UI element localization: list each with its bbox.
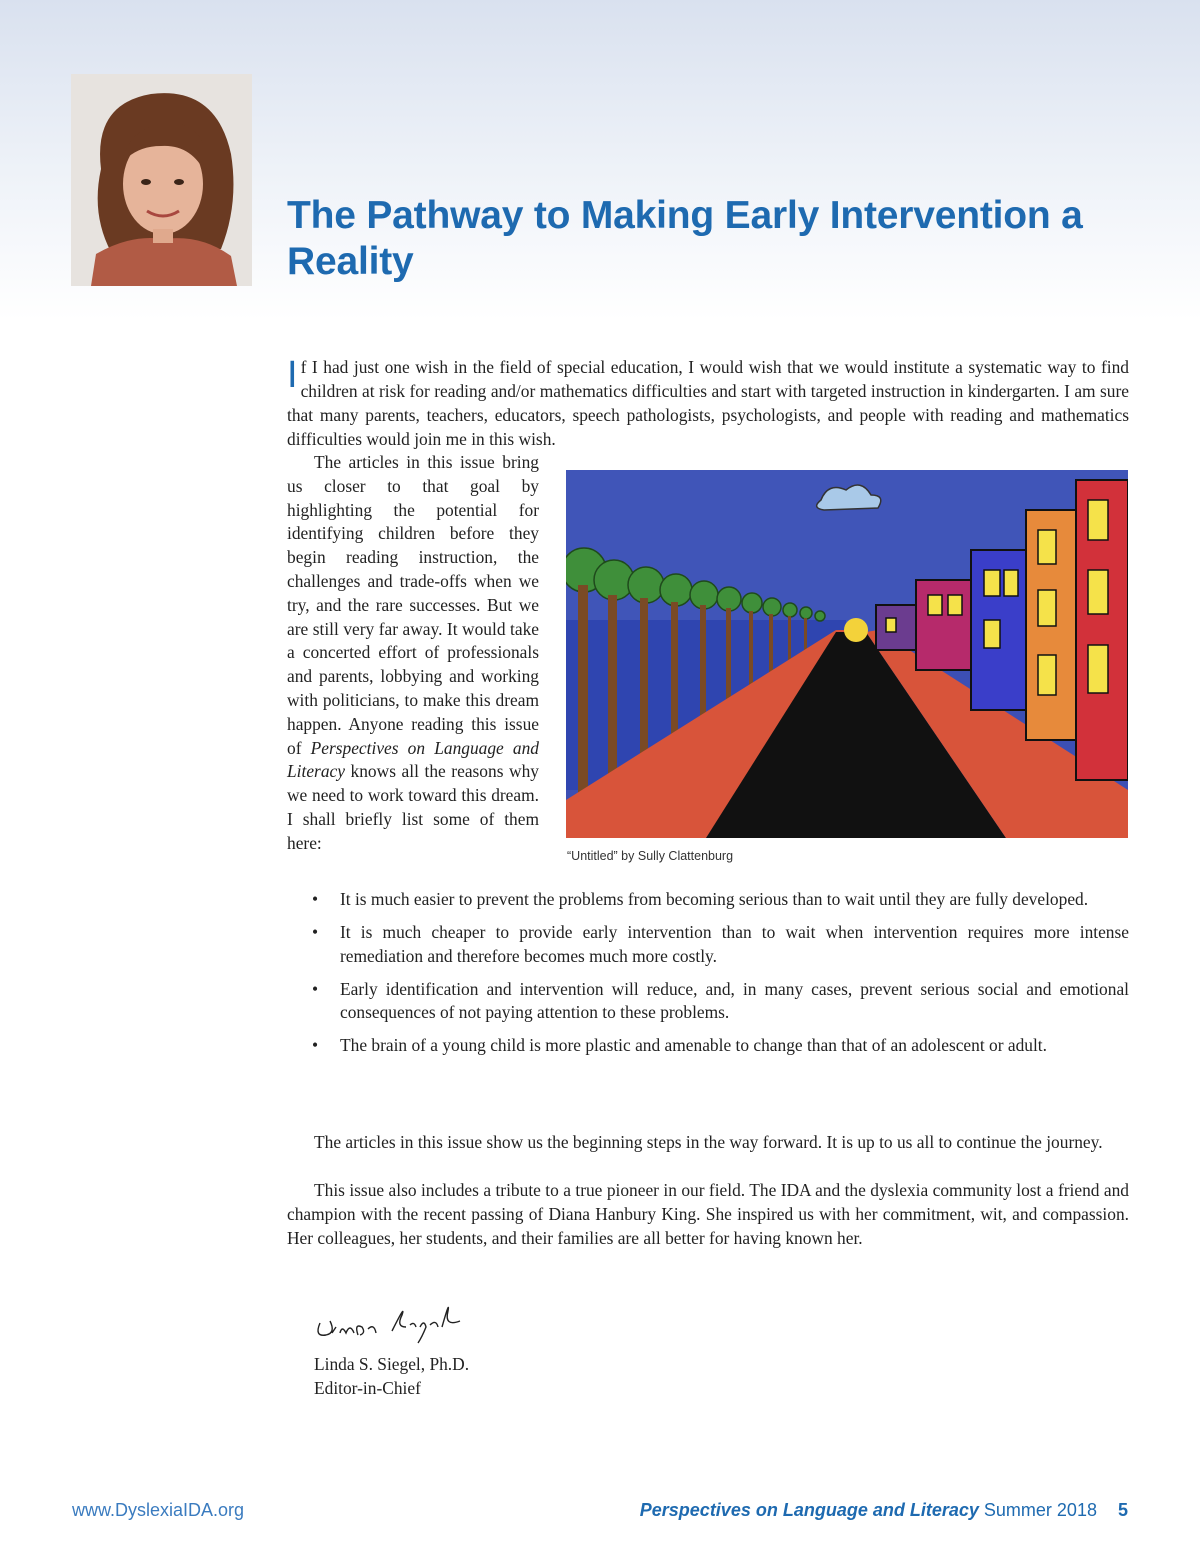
- list-item: • It is much easier to prevent the problems from becoming serious than to wait until they are fully developed.: [312, 888, 1129, 912]
- column-text-start: The articles in this issue bring us closer to that goal by highlighting the potential for identifying children before they begin reading instruction, the challenges and trade-offs when we try, and the rare successes. But we are still very far away. It would take a concerted effort of professionals and parents, lobbying and working with politicians, to make this dream happen. Anyone reading this issue of: [287, 452, 539, 758]
- page-number: 5: [1117, 1500, 1128, 1520]
- publication-title-italic: Perspectives on Language and Literacy: [287, 737, 539, 782]
- column-text-end: knows all the reasons why we need to work toward this dream. I shall briefly list some of them here:: [287, 761, 539, 853]
- article-title: The Pathway to Making Early Intervention a Reality: [287, 194, 1083, 283]
- list-item: • It is much cheaper to provide early intervention than to wait when intervention requires more intense remediation and therefore becomes much more costly.: [312, 921, 1129, 968]
- painting-image: [566, 470, 1128, 838]
- list-item: • Early identification and intervention will reduce, and, in many cases, prevent serious social and emotional consequences of not paying attention to these problems.: [312, 978, 1129, 1025]
- column-paragraph: [287, 451, 539, 856]
- closing-paragraph-2: This issue also includes a tribute to a true pioneer in our field. The IDA and the dyslexia community lost a friend and champion with the recent passing of Diana Hanbury King. She inspired us with her commitment, wit, and compassion. Her colleagues, her students, and their families are all better for having known her.: [287, 1180, 1129, 1248]
- footer-website-link[interactable]: www.DyslexiaIDA.org: [72, 1500, 245, 1520]
- intro-paragraph: [287, 355, 1129, 451]
- handwritten-signature: [310, 1293, 470, 1345]
- footer-publication-name: Perspectives on Language and Literacy: [639, 1500, 979, 1520]
- footer-publication-info: [640, 1500, 1128, 1521]
- intro-text: f I had just one wish in the field of special education, I would wish that we would institute a systematic way to find children at risk for reading and/or mathematics difficulties and start with targeted instruction in kindergarten. I am sure that many parents, teachers, educators, speech pathologists, psychologists, and people with reading and mathematics difficulties would join me in this wish.: [287, 357, 1129, 449]
- painting-caption: “Untitled” by Sully Clattenburg: [567, 849, 734, 863]
- closing-paragraph-1: The articles in this issue show us the beginning steps in the way forward. It is up to us all to continue the journey.: [314, 1132, 1103, 1152]
- author-role: Editor-in-Chief: [314, 1378, 421, 1398]
- reasons-list: [312, 888, 1129, 1067]
- drop-cap: I: [287, 354, 298, 396]
- footer-issue: Summer 2018: [983, 1500, 1097, 1520]
- author-portrait: [71, 74, 252, 286]
- list-item: • The brain of a young child is more plastic and amenable to change than that of an adolescent or adult.: [312, 1034, 1129, 1058]
- author-name: Linda S. Siegel, Ph.D.: [314, 1354, 470, 1374]
